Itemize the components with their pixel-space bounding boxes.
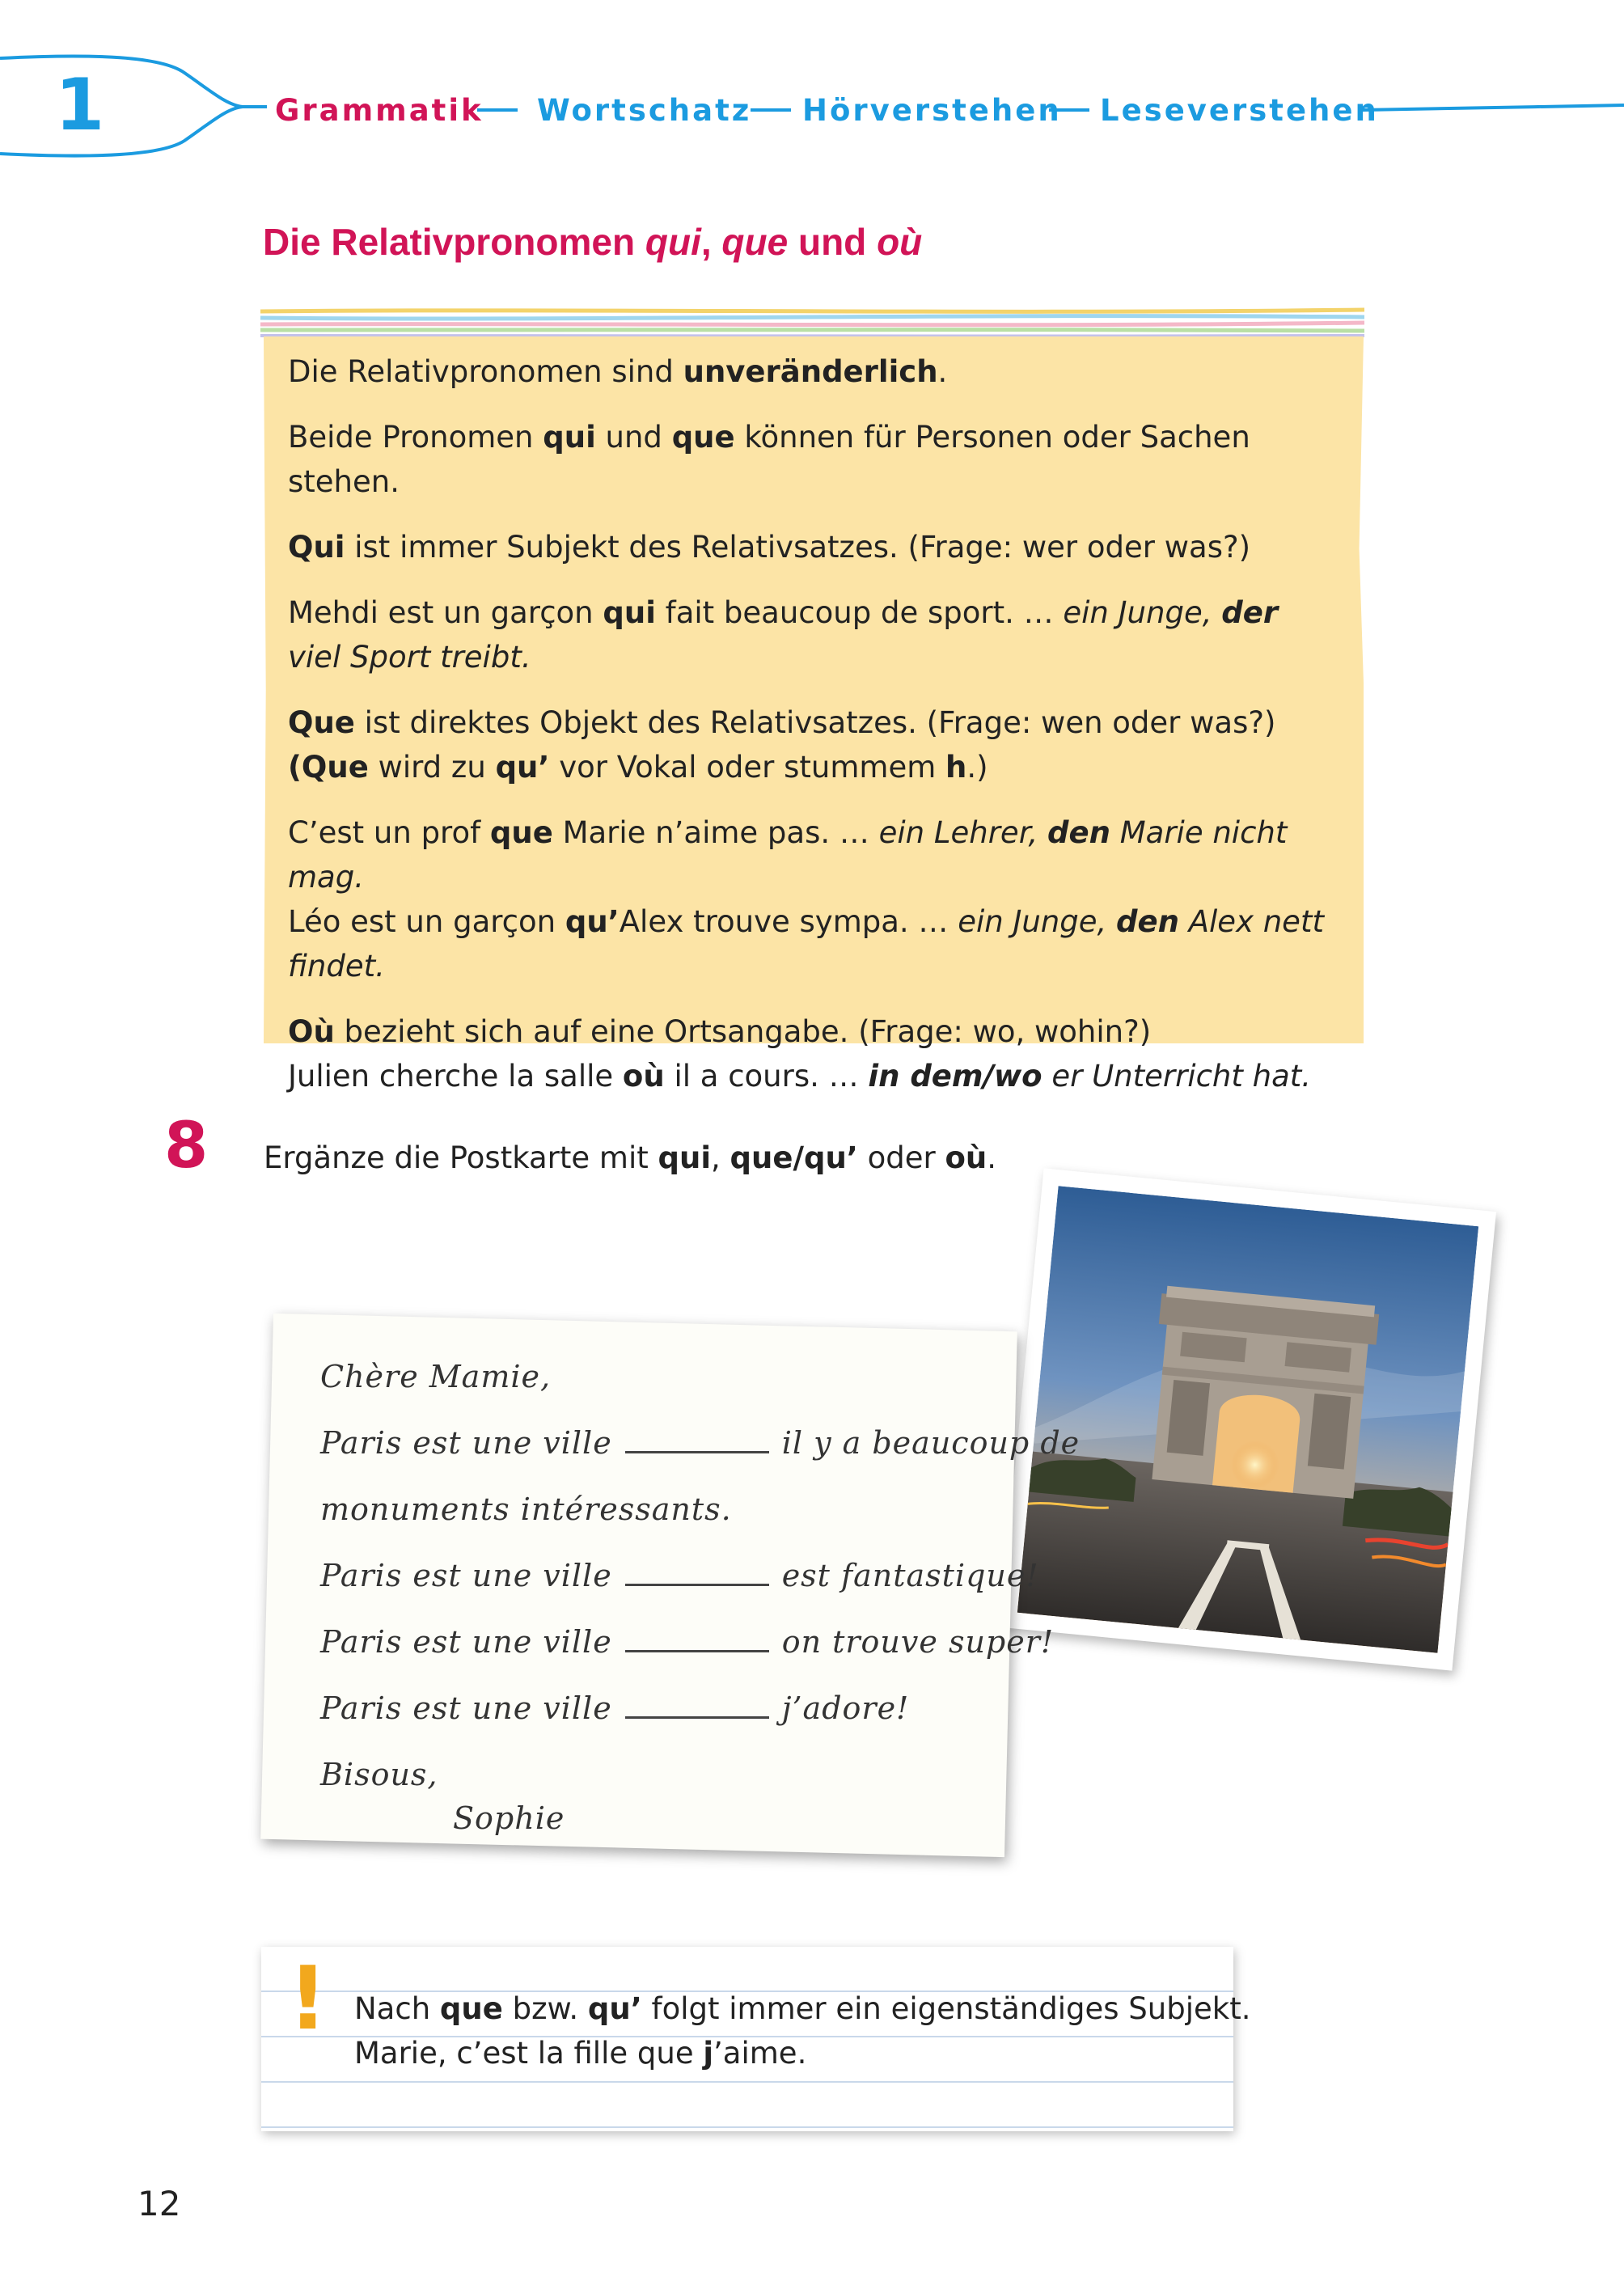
title-ou: où — [877, 221, 923, 263]
postcard-closing: Bisous, — [320, 1757, 438, 1792]
postcard-line-1-continued: monuments intéressants. — [320, 1491, 732, 1527]
topic-leseverstehen: Leseverstehen — [1100, 93, 1379, 128]
decorative-stripes — [260, 303, 1364, 341]
rule-paragraph: Où bezieht sich auf eine Ortsangabe. (Frage: wo, wohin?) Julien cherche la salle où il a cours. … in dem/wo er Unterricht hat. — [288, 1014, 1312, 1094]
arc-de-triomphe-photo — [1000, 1168, 1496, 1670]
exercise-number: 8 — [164, 1110, 209, 1182]
rule-paragraph: Die Relativpronomen sind unveränderlich. — [288, 354, 948, 389]
topic-hoerverstehen: Hörverstehen — [802, 93, 1062, 128]
title-text: Die Relativpronomen — [263, 221, 645, 263]
rule-paragraph: Beide Pronomen qui und que können für Personen oder Sachen stehen. — [288, 420, 1250, 499]
tip-line-1: Nach que bzw. qu’ folgt immer ein eigenständiges Subjekt. — [354, 1991, 1251, 2026]
postcard-greeting: Chère Mamie, — [320, 1359, 552, 1394]
tip-text — [354, 1986, 1250, 2075]
postcard-line-4: Paris est une ville j’adore! — [320, 1690, 910, 1726]
postcard-line-3: Paris est une ville on trouve super! — [320, 1624, 1055, 1660]
example-paragraph: Mehdi est un garçon qui fait beaucoup de sport. … ein Junge, der viel Sport treibt. — [288, 595, 1279, 675]
postcard-line-2: Paris est une ville est fantastique! — [320, 1558, 1039, 1593]
exercise-instruction: Ergänze die Postkarte mit qui, que/qu’ oder où. — [264, 1140, 997, 1175]
photo-illustration — [1017, 1186, 1478, 1653]
page-number: 12 — [137, 2184, 181, 2223]
topic-grammatik: Grammatik — [275, 93, 484, 128]
answer-blank[interactable] — [625, 1448, 769, 1453]
postcard-signature: Sophie — [453, 1800, 565, 1836]
title-comma: , — [700, 221, 722, 263]
grammar-rules — [288, 349, 1339, 1119]
rule-paragraph: Qui ist immer Subjekt des Relativsatzes. (Frage: wer oder was?) — [288, 530, 1251, 565]
topic-navigation — [0, 91, 1624, 131]
answer-blank[interactable] — [625, 1647, 769, 1652]
example-paragraph: C’est un prof que Marie n’aime pas. … ein Lehrer, den Marie nicht mag. Léo est un garçon qu’Alex trouve sympa. … ein Junge, den Alex nett findet. — [288, 815, 1324, 984]
postcard-line-1: Paris est une ville il y a beaucoup de — [320, 1425, 1081, 1461]
title-que: que — [721, 221, 789, 263]
tip-line-2: Marie, c’est la fille que j’aime. — [354, 2036, 807, 2071]
title-und: und — [788, 221, 878, 263]
chapter-header-graphic — [0, 0, 1624, 178]
section-title — [263, 220, 922, 264]
chapter-number: 1 — [55, 63, 105, 146]
topic-wortschatz: Wortschatz — [537, 93, 752, 128]
title-qui: qui — [645, 221, 701, 263]
exclamation-icon: ! — [288, 1948, 328, 2050]
answer-blank[interactable] — [625, 1580, 769, 1586]
rule-paragraph: Que ist direktes Objekt des Relativsatzes. (Frage: wen oder was?) (Que wird zu qu’ vor Vokal oder stummem h.) — [288, 705, 1276, 785]
answer-blank[interactable] — [625, 1713, 769, 1719]
